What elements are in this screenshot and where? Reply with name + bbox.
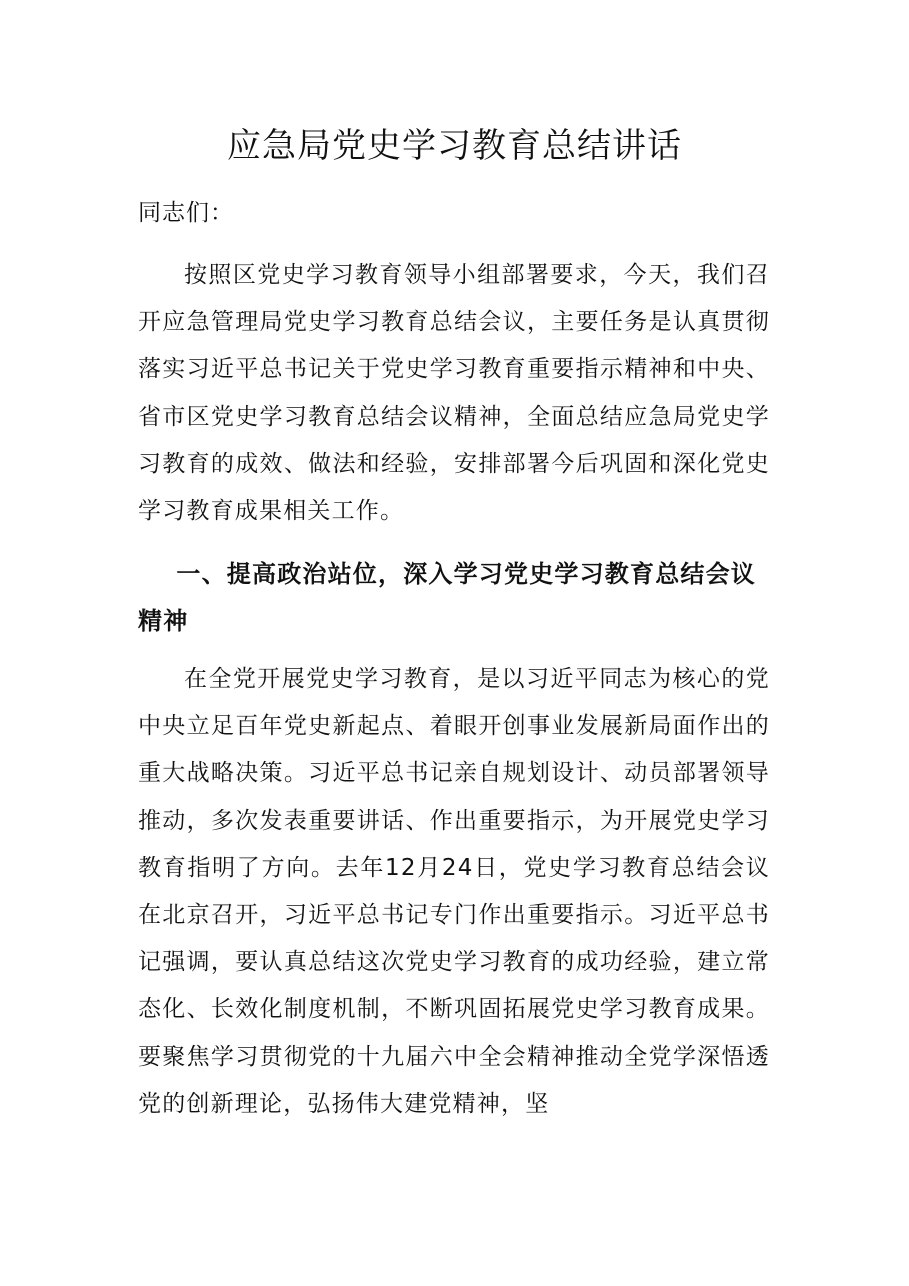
- intro-paragraph: 按照区党史学习教育领导小组部署要求，今天，我们召开应急管理局党史学习教育总结会议，主要任务是认真贯彻落实习近平总书记关于党史学习教育重要指示精神和中央、省市区党史学习教育总结会议精神，全面总结应急局党史学习教育的成效、做法和经验，安排部署今后巩固和深化党史学习教育成果相关工作。: [138, 262, 770, 525]
- salutation: 同志们：: [138, 200, 234, 226]
- section-paragraph: 在全党开展党史学习教育，是以习近平同志为核心的党中央立足百年党史新起点、着眼开创事业发展新局面作出的重大战略决策。习近平总书记亲自规划设计、动员部署领导推动，多次发表重要讲话、作出重要指示，为开展党史学习教育指明了方向。去年12月24日，党史学习教育总结会议在北京召开，习近平总书记专门作出重要指示。习近平总书记强调，要认真总结这次党史学习教育的成功经验，建立常态化、长效化制度机制，不断巩固拓展党史学习教育成果。要聚焦学习贯彻党的十九届六中全会精神推动全党学深悟透党的创新理论，弘扬伟大建党精神，坚: [138, 666, 770, 1117]
- document-title: 应急局党史学习教育总结讲话: [227, 126, 682, 166]
- section-heading: 一、提高政治站位，深入学习党史学习教育总结会议精神: [138, 560, 756, 635]
